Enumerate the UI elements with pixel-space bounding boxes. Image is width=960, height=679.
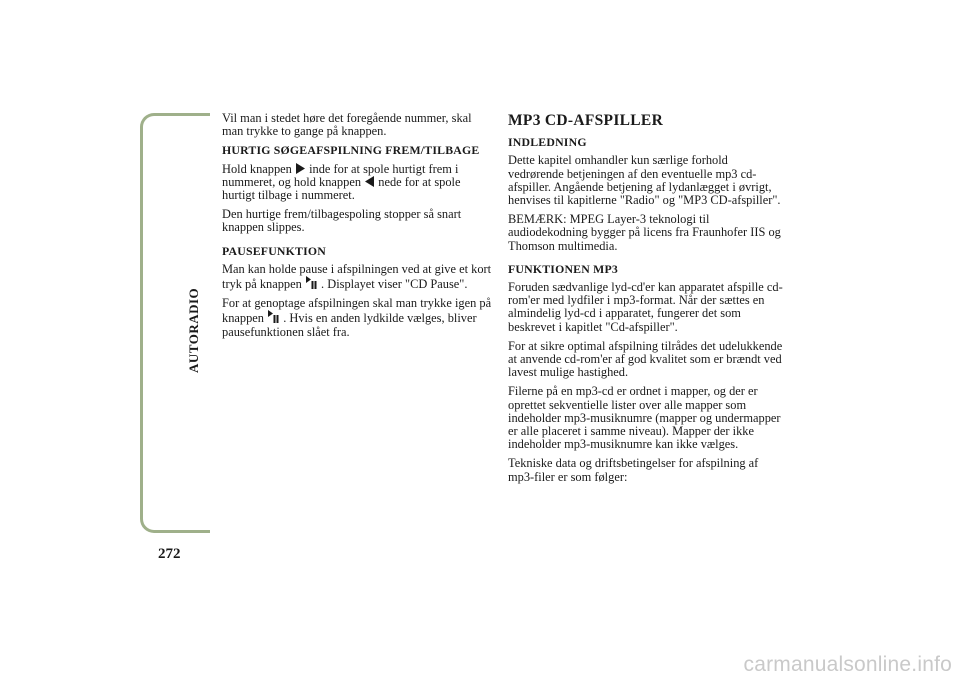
left-column xyxy=(222,112,494,345)
play-right-triangle-icon xyxy=(296,163,305,174)
resume-paragraph: For at genoptage afspilningen skal man trykke igen på knappen . Hvis en anden lydkilde vælges, bliver pausefunktionen slået fra. xyxy=(222,296,492,339)
play-pause-icon xyxy=(268,310,279,323)
intro-paragraph: Vil man i stedet høre det foregående nummer, skal man trykke to gange på knappen. xyxy=(222,111,472,139)
section-label: AUTORADIO xyxy=(186,287,201,373)
pause-paragraph: Man kan holde pause i afspilningen ved at give et kort tryk på knappen . Displayet viser "CD Pause". xyxy=(222,261,492,292)
intro-heading: INDLEDNING xyxy=(508,135,587,150)
page-number: 272 xyxy=(158,546,181,562)
play-pause-icon xyxy=(306,276,317,289)
function-paragraph-1: Foruden sædvanlige lyd-cd'er kan apparatet afspille cd-rom'er med lydfiler i mp3-format. Når der sættes en almindelig lyd-cd i apparatet, fungerer det som beskrevet i kapitlet "Cd-afspiller". xyxy=(508,280,783,334)
fast-search-paragraph: Hold knappen inde for at spole hurtigt frem i nummeret, og hold knappen nede for at spole hurtigt tilbage i nummeret. xyxy=(222,161,461,203)
pause-heading: PAUSEFUNKTION xyxy=(222,243,326,258)
function-paragraph-4: Tekniske data og driftsbetingelser for afspilning af mp3-filer er som følger: xyxy=(508,456,759,484)
watermark: carmanualsonline.info xyxy=(743,653,952,676)
intro-paragraph: Dette kapitel omhandler kun særlige forhold vedrørende betjeningen af den eventuelle mp3 cd-afspiller. Angående betjening af lydanlægget i øvrigt, henvises til kapitlerne "Radio" og "MP3 CD-afspiller". xyxy=(508,153,781,208)
function-heading: FUNKTIONEN MP3 xyxy=(508,261,618,276)
function-paragraph-3: Filerne på en mp3-cd er ordnet i mapper, og der er oprettet sekventielle lister over alle mapper som indeholder mp3-musiknumre (mapper og undermapper er alle placeret i samme niveau). Mapper der ikke indeholder mp3-musiknumre kan ikke vælges. xyxy=(508,384,781,452)
function-paragraph-2: For at sikre optimal afspilning tilrådes det udelukkende at anvende cd-rom'er af god kvalitet som er brændt ved lavest mulige hastighed. xyxy=(508,338,783,380)
fast-search-heading: HURTIG SØGEAFSPILNING FREM/TILBAGE xyxy=(222,143,480,158)
play-left-triangle-icon xyxy=(365,176,374,187)
mp3-section-title: MP3 CD-AFSPILLER xyxy=(508,112,664,129)
note-paragraph: BEMÆRK: MPEG Layer-3 teknologi til audiodekodning bygger på licens fra Fraunhofer IIS og Thomson multimedia. xyxy=(508,212,781,253)
fast-search-release-paragraph: Den hurtige frem/tilbagespoling stopper så snart knappen slippes. xyxy=(222,207,462,235)
right-column xyxy=(508,112,784,490)
